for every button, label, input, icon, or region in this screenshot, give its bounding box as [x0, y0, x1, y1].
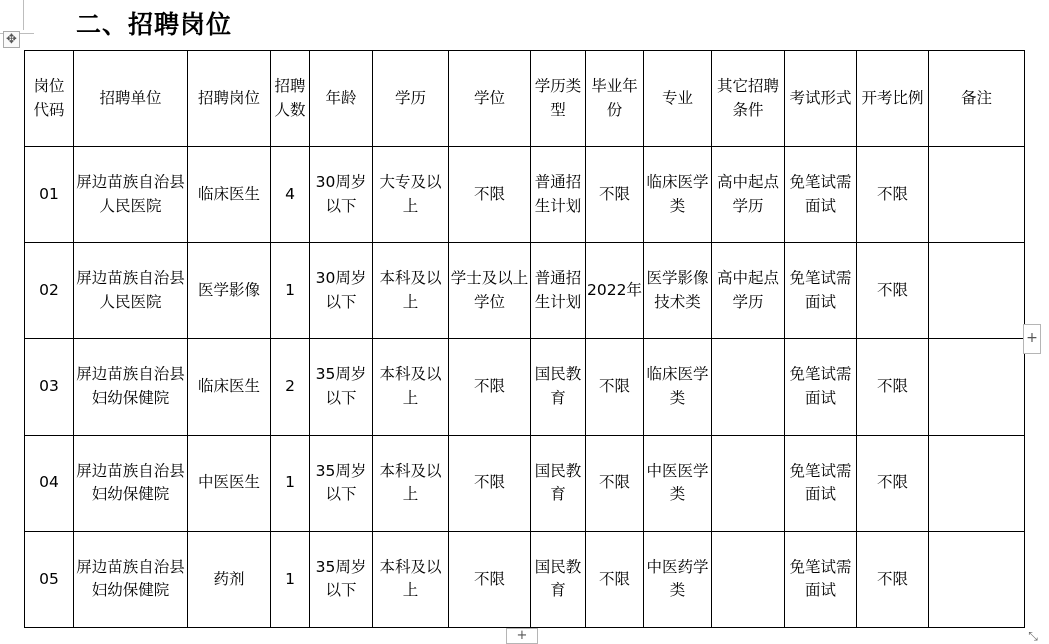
table-cell[interactable]	[310, 531, 373, 627]
header-text: 学位	[473, 88, 505, 107]
table-cell[interactable]	[310, 339, 373, 435]
table-cell[interactable]	[531, 147, 586, 243]
table-cell[interactable]	[271, 243, 310, 339]
cell-text: 1	[285, 473, 295, 492]
cell-text: 04	[39, 473, 59, 492]
table-cell[interactable]	[586, 243, 644, 339]
cell-text: 国民教育	[534, 461, 582, 504]
plus-icon: +	[516, 628, 528, 643]
table-cell[interactable]	[74, 339, 188, 435]
cell-text: 医学影像技术类	[646, 269, 709, 311]
table-cell[interactable]	[586, 339, 644, 435]
cell-text: 1	[285, 569, 295, 588]
header-text: 考试形式	[789, 88, 852, 107]
table-cell[interactable]	[785, 243, 857, 339]
cell-text: 高中起点学历	[716, 269, 779, 311]
cell-text: 不限	[473, 473, 505, 492]
header-text: 其它招聘条件	[716, 77, 779, 119]
cell-text: 屏边苗族自治县人民医院	[76, 173, 185, 215]
header-text: 专业	[661, 88, 693, 107]
table-cell[interactable]	[929, 531, 1025, 627]
table-cell[interactable]	[373, 435, 449, 531]
add-row-button[interactable]	[506, 628, 538, 644]
cell-text: 02	[39, 281, 59, 300]
table-cell[interactable]	[785, 531, 857, 627]
table-cell[interactable]	[449, 243, 531, 339]
cell-text: 2	[285, 377, 295, 396]
table-cell[interactable]	[929, 435, 1025, 531]
header-text: 备注	[960, 88, 992, 107]
table-cell[interactable]	[644, 243, 712, 339]
cell-text: 30周岁以下	[315, 269, 367, 311]
add-column-button[interactable]	[1023, 324, 1041, 354]
table-cell[interactable]	[271, 531, 310, 627]
cell-text: 免笔试需面试	[789, 461, 852, 504]
header-cell[interactable]	[929, 51, 1025, 147]
cell-text: 2022年	[587, 281, 642, 300]
cell-text: 本科及以上	[379, 461, 442, 504]
table-cell[interactable]	[188, 243, 271, 339]
header-cell[interactable]	[74, 51, 188, 147]
cell-text: 本科及以上	[379, 365, 442, 407]
table-row	[25, 147, 1025, 243]
cell-text: 中医医学类	[646, 461, 709, 504]
table-cell[interactable]	[531, 339, 586, 435]
header-cell[interactable]	[373, 51, 449, 147]
table-cell[interactable]	[586, 435, 644, 531]
cell-text: 本科及以上	[379, 269, 442, 311]
cell-text: 不限	[473, 377, 505, 396]
header-cell[interactable]	[449, 51, 531, 147]
plus-icon: +	[1026, 330, 1038, 346]
cell-text: 05	[39, 569, 59, 588]
section-heading: 二、招聘岗位	[76, 10, 233, 39]
table-cell[interactable]	[271, 147, 310, 243]
cell-text: 屏边苗族自治县妇幼保健院	[76, 365, 185, 407]
table-cell[interactable]	[644, 435, 712, 531]
table-cell[interactable]	[712, 339, 785, 435]
table-cell[interactable]	[373, 243, 449, 339]
table-cell[interactable]	[188, 531, 271, 627]
table-cell[interactable]	[712, 147, 785, 243]
margin-guide-vertical	[23, 0, 24, 30]
cell-text: 屏边苗族自治县人民医院	[76, 269, 185, 311]
table-cell[interactable]	[449, 435, 531, 531]
cell-text: 屏边苗族自治县妇幼保健院	[76, 461, 185, 504]
cell-text: 03	[39, 377, 59, 396]
cell-text: 国民教育	[534, 557, 582, 600]
cell-text: 免笔试需面试	[789, 173, 852, 215]
cell-text: 国民教育	[534, 365, 582, 407]
cell-text: 35周岁以下	[315, 557, 367, 600]
cell-text: 普通招生计划	[534, 269, 582, 311]
cell-text: 不限	[473, 569, 505, 588]
table-cell[interactable]	[188, 435, 271, 531]
header-text: 招聘单位	[99, 88, 162, 107]
header-cell[interactable]	[271, 51, 310, 147]
table-cell[interactable]	[188, 339, 271, 435]
table-cell[interactable]	[271, 435, 310, 531]
header-cell[interactable]	[531, 51, 586, 147]
table-cell[interactable]	[857, 339, 929, 435]
recruitment-table	[24, 50, 1025, 628]
cell-text: 医学影像	[197, 281, 260, 300]
table-cell[interactable]	[586, 531, 644, 627]
table-cell[interactable]	[712, 243, 785, 339]
cell-text: 1	[285, 281, 295, 300]
cell-text: 临床医生	[197, 184, 260, 203]
table-cell[interactable]	[25, 339, 74, 435]
cell-text: 不限	[876, 377, 908, 396]
table-move-handle[interactable]	[3, 31, 20, 48]
header-cell[interactable]	[188, 51, 271, 147]
cell-text: 35周岁以下	[315, 461, 367, 504]
header-cell[interactable]	[857, 51, 929, 147]
header-cell[interactable]	[25, 51, 74, 147]
cell-text: 临床医学类	[646, 173, 709, 215]
cell-text: 屏边苗族自治县妇幼保健院	[76, 557, 185, 600]
table-cell[interactable]	[449, 339, 531, 435]
table-cell[interactable]	[857, 435, 929, 531]
header-text: 年龄	[325, 88, 357, 107]
cell-text: 本科及以上	[379, 557, 442, 600]
table-cell[interactable]	[586, 147, 644, 243]
cell-text: 不限	[598, 569, 630, 588]
table-cell[interactable]	[74, 147, 188, 243]
cell-text: 不限	[876, 473, 908, 492]
cell-text: 中医医生	[197, 473, 260, 492]
header-text: 学历	[394, 88, 426, 107]
table-cell[interactable]	[785, 147, 857, 243]
table-row	[25, 435, 1025, 531]
table-cell[interactable]	[449, 531, 531, 627]
table-cell[interactable]	[449, 147, 531, 243]
cell-text: 免笔试需面试	[789, 557, 852, 600]
table-cell[interactable]	[857, 147, 929, 243]
header-cell[interactable]	[644, 51, 712, 147]
cell-text: 学士及以上学位	[450, 269, 529, 311]
table-cell[interactable]	[929, 339, 1025, 435]
table-header-row	[25, 51, 1025, 147]
cell-text: 免笔试需面试	[789, 365, 852, 407]
header-text: 招聘岗位	[197, 88, 260, 107]
cell-text: 药剂	[213, 569, 245, 588]
table-cell[interactable]	[25, 531, 74, 627]
header-text: 招聘人数	[274, 77, 306, 119]
table-cell[interactable]	[373, 339, 449, 435]
table-cell[interactable]	[74, 435, 188, 531]
table-cell[interactable]	[74, 531, 188, 627]
cell-text: 免笔试需面试	[789, 269, 852, 311]
table-row	[25, 243, 1025, 339]
table-cell[interactable]	[373, 531, 449, 627]
table-cell[interactable]	[310, 435, 373, 531]
cell-text: 不限	[598, 377, 630, 396]
table-cell[interactable]	[271, 339, 310, 435]
cell-text: 30周岁以下	[315, 173, 367, 215]
table-cell[interactable]	[712, 435, 785, 531]
table-cell[interactable]	[373, 147, 449, 243]
table-row	[25, 339, 1025, 435]
table-cell[interactable]	[929, 147, 1025, 243]
table-cell[interactable]	[531, 531, 586, 627]
table-cell[interactable]	[25, 243, 74, 339]
table-cell[interactable]	[857, 531, 929, 627]
table-cell[interactable]	[857, 243, 929, 339]
table-cell[interactable]	[644, 531, 712, 627]
table-cell[interactable]	[310, 243, 373, 339]
cell-text: 不限	[598, 184, 630, 203]
header-cell[interactable]	[712, 51, 785, 147]
header-cell[interactable]	[785, 51, 857, 147]
cell-text: 35周岁以下	[315, 365, 367, 407]
header-text: 毕业年份	[591, 77, 638, 119]
table-row	[25, 531, 1025, 627]
cell-text: 临床医生	[197, 377, 260, 396]
header-text: 开考比例	[861, 88, 924, 107]
cell-text: 普通招生计划	[534, 173, 582, 215]
cell-text: 不限	[876, 184, 908, 203]
table-cell[interactable]	[25, 147, 74, 243]
header-text: 岗位代码	[33, 77, 65, 119]
cell-text: 中医药学类	[646, 557, 709, 600]
table-cell[interactable]	[531, 435, 586, 531]
cell-text: 不限	[876, 569, 908, 588]
table-cell[interactable]	[712, 531, 785, 627]
table-cell[interactable]	[25, 435, 74, 531]
table-cell[interactable]	[644, 339, 712, 435]
table-resize-handle[interactable]	[1026, 629, 1040, 643]
cell-text: 高中起点学历	[716, 173, 779, 215]
table-cell[interactable]	[74, 243, 188, 339]
table-cell[interactable]	[785, 435, 857, 531]
table-cell[interactable]	[929, 243, 1025, 339]
table-cell[interactable]	[644, 147, 712, 243]
cell-text: 01	[39, 184, 59, 203]
table-cell[interactable]	[310, 147, 373, 243]
cell-text: 不限	[598, 473, 630, 492]
resize-icon: ⤡	[1028, 629, 1038, 643]
move-icon: ✥	[6, 32, 17, 47]
table-cell[interactable]	[785, 339, 857, 435]
header-text: 学历类型	[534, 77, 582, 119]
table-cell[interactable]	[531, 243, 586, 339]
header-cell[interactable]	[586, 51, 644, 147]
table-cell[interactable]	[188, 147, 271, 243]
header-cell[interactable]	[310, 51, 373, 147]
cell-text: 大专及以上	[379, 173, 442, 215]
cell-text: 临床医学类	[646, 365, 709, 407]
cell-text: 不限	[876, 281, 908, 300]
cell-text: 不限	[473, 184, 505, 203]
cell-text: 4	[285, 184, 295, 203]
